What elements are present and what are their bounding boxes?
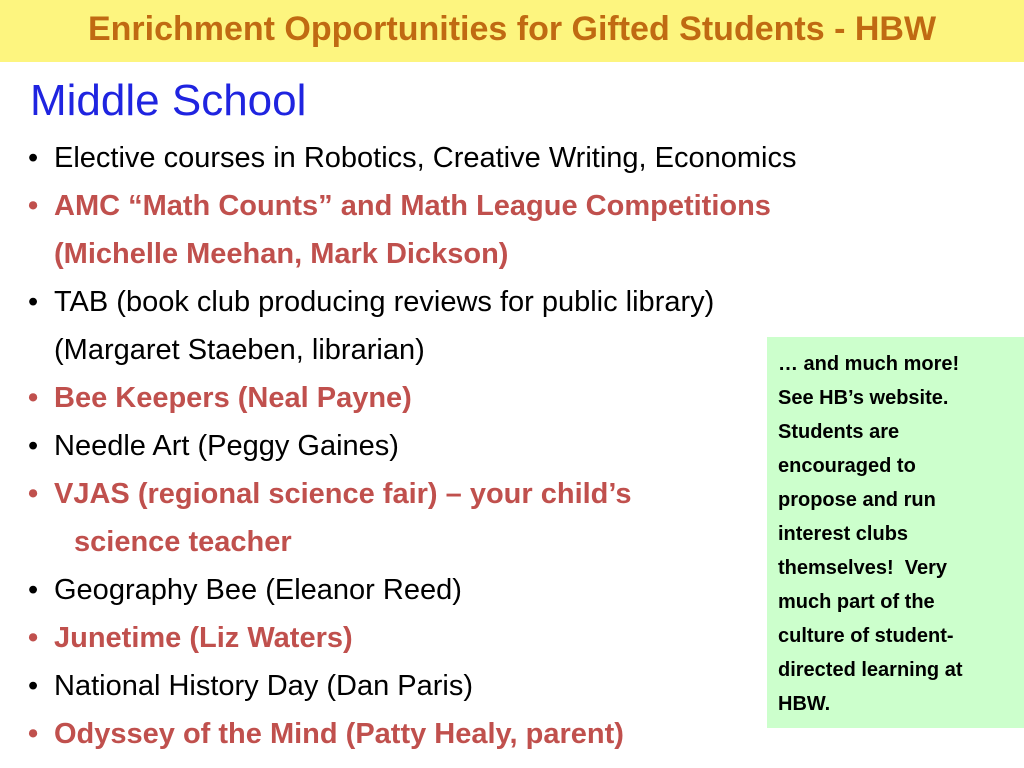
bullet-dot: • <box>28 622 39 654</box>
title-band <box>0 0 1024 62</box>
note-line: interest clubs <box>778 523 909 545</box>
bullet-dot: • <box>28 286 39 318</box>
note-line: See HB’s website. <box>778 387 949 409</box>
slide-title: Enrichment Opportunities for Gifted Students - HBW <box>87 10 937 48</box>
bullet-text: Junetime (Liz Waters) <box>54 622 353 654</box>
bullet-text: Geography Bee (Eleanor Reed) <box>54 574 462 606</box>
bullet-text-continued: (Michelle Meehan, Mark Dickson) <box>54 238 509 270</box>
bullet-dot: • <box>28 142 39 174</box>
bullet-text: AMC “Math Counts” and Math League Competitions <box>54 190 771 222</box>
note-line: themselves! Very <box>778 557 947 579</box>
bullet-text: Needle Art (Peggy Gaines) <box>54 430 399 462</box>
section-heading: Middle School <box>30 76 307 125</box>
note-line: propose and run <box>778 489 936 511</box>
bullet-text: TAB (book club producing reviews for public library) <box>54 286 715 318</box>
note-line: … and much more! <box>778 353 960 375</box>
bullet-text-continued: (Margaret Staeben, librarian) <box>54 334 425 366</box>
bullet-text: VJAS (regional science fair) – your child’s <box>54 478 632 510</box>
bullet-dot: • <box>28 478 39 510</box>
note-line: HBW. <box>778 693 831 715</box>
bullet-text: Odyssey of the Mind (Patty Healy, parent) <box>54 718 624 750</box>
note-line: culture of student- <box>778 625 954 647</box>
note-line: directed learning at <box>778 659 963 681</box>
note-line: encouraged to <box>778 455 916 477</box>
note-line: much part of the <box>778 591 935 613</box>
bullet-text: National History Day (Dan Paris) <box>54 670 474 702</box>
bullet-dot: • <box>28 574 39 606</box>
bullet-dot: • <box>28 382 39 414</box>
bullet-dot: • <box>28 190 39 222</box>
bullet-text: Bee Keepers (Neal Payne) <box>54 382 412 414</box>
note-box <box>767 337 1024 728</box>
bullet-dot: • <box>28 430 39 462</box>
bullet-text-continued: science teacher <box>74 526 292 558</box>
bullet-dot: • <box>28 718 39 750</box>
note-line: Students are <box>778 421 900 443</box>
bullet-dot: • <box>28 670 39 702</box>
bullet-text: Elective courses in Robotics, Creative Writing, Economics <box>54 142 797 174</box>
